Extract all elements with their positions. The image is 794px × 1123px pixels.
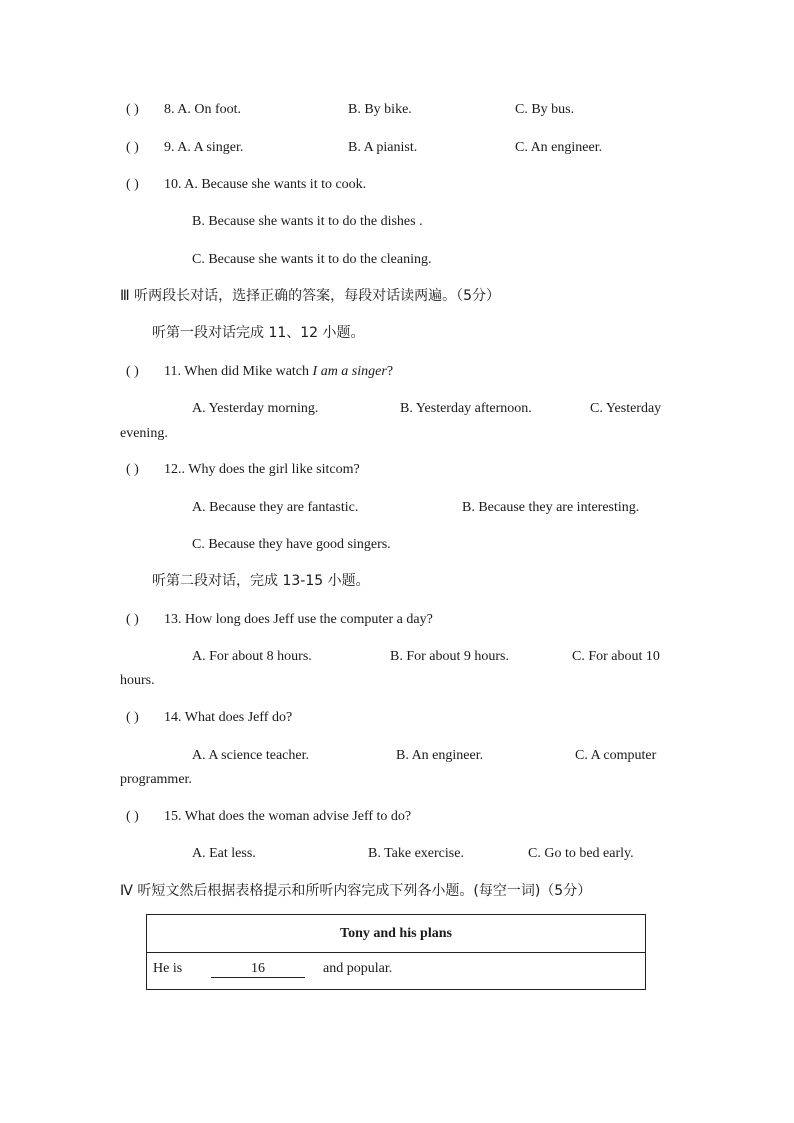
question-8 xyxy=(126,101,241,119)
question-12 xyxy=(126,461,360,479)
question-13-option-a: A. For about 8 hours. xyxy=(192,649,312,664)
question-10-option-c: C. Because she wants it to do the cleaning. xyxy=(192,252,432,267)
answer-blank-16[interactable]: 16 xyxy=(211,961,305,978)
question-12-option-a: A. Because they are fantastic. xyxy=(192,500,359,515)
section-3-part-1: 听第一段对话完成 11、12 小题。 xyxy=(152,325,365,341)
answer-paren[interactable]: ( ) xyxy=(126,364,139,379)
question-10-option-b: B. Because she wants it to do the dishes . xyxy=(192,214,423,229)
question-12-option-b: B. Because they are interesting. xyxy=(462,500,640,515)
answer-paren[interactable]: ( ) xyxy=(126,177,139,192)
question-11-title: I am a singer xyxy=(312,364,387,379)
question-15-option-c: C. Go to bed early. xyxy=(528,846,634,861)
question-13-option-c-wrap: hours. xyxy=(120,673,155,688)
tony-plans-table xyxy=(146,914,646,990)
answer-paren[interactable]: ( ) xyxy=(126,710,139,725)
question-11-option-c: C. Yesterday xyxy=(590,401,662,416)
answer-paren[interactable]: ( ) xyxy=(126,102,139,117)
question-15-option-b: B. Take exercise. xyxy=(368,846,464,861)
question-9-option-c: C. An engineer. xyxy=(515,140,603,155)
question-13-text: 13. How long does Jeff use the computer a day? xyxy=(164,612,433,627)
question-13-option-b: B. For about 9 hours. xyxy=(390,649,509,664)
table-header: Tony and his plans xyxy=(147,915,645,953)
question-8-option-c: C. By bus. xyxy=(515,102,575,117)
row-label: He is xyxy=(153,961,183,976)
question-11 xyxy=(126,363,393,381)
question-15-text: 15. What does the woman advise Jeff to do? xyxy=(164,809,412,824)
question-14-option-c: C. A computer xyxy=(575,748,657,763)
answer-paren[interactable]: ( ) xyxy=(126,809,139,824)
question-9 xyxy=(126,139,243,157)
question-9-option-b: B. A pianist. xyxy=(348,140,418,155)
question-15-option-a: A. Eat less. xyxy=(192,846,256,861)
question-10 xyxy=(126,176,366,194)
question-15 xyxy=(126,808,411,826)
question-13-option-c: C. For about 10 xyxy=(572,649,660,664)
question-9-option-a: 9. A. A singer. xyxy=(164,140,244,155)
question-11-mark: ? xyxy=(386,364,394,379)
question-12-text: 12.. Why does the girl like sitcom? xyxy=(164,462,360,477)
question-14-option-c-wrap: programmer. xyxy=(120,772,192,787)
answer-paren[interactable]: ( ) xyxy=(126,140,139,155)
row-text: and popular. xyxy=(323,961,393,976)
answer-paren[interactable]: ( ) xyxy=(126,462,139,477)
table-row xyxy=(147,953,645,990)
question-11-text: 11. When did Mike watch xyxy=(164,364,310,379)
question-12-option-c: C. Because they have good singers. xyxy=(192,537,391,552)
question-8-option-a: 8. A. On foot. xyxy=(164,102,241,117)
question-11-option-b: B. Yesterday afternoon. xyxy=(400,401,532,416)
section-4-title: Ⅳ 听短文然后根据表格提示和所听内容完成下列各小题。(每空一词)（5分） xyxy=(120,883,592,899)
question-14-option-a: A. A science teacher. xyxy=(192,748,310,763)
question-13 xyxy=(126,611,433,629)
question-14 xyxy=(126,709,292,727)
question-14-text: 14. What does Jeff do? xyxy=(164,710,293,725)
question-11-option-a: A. Yesterday morning. xyxy=(192,401,319,416)
answer-paren[interactable]: ( ) xyxy=(126,612,139,627)
section-3-part-2: 听第二段对话，完成 13-15 小题。 xyxy=(152,573,370,589)
question-10-option-a: 10. A. Because she wants it to cook. xyxy=(164,177,367,192)
question-8-option-b: B. By bike. xyxy=(348,102,412,117)
section-3-title: Ⅲ 听两段长对话，选择正确的答案，每段对话读两遍。（5分） xyxy=(120,288,501,304)
question-14-option-b: B. An engineer. xyxy=(396,748,484,763)
question-11-option-c-wrap: evening. xyxy=(120,426,168,441)
